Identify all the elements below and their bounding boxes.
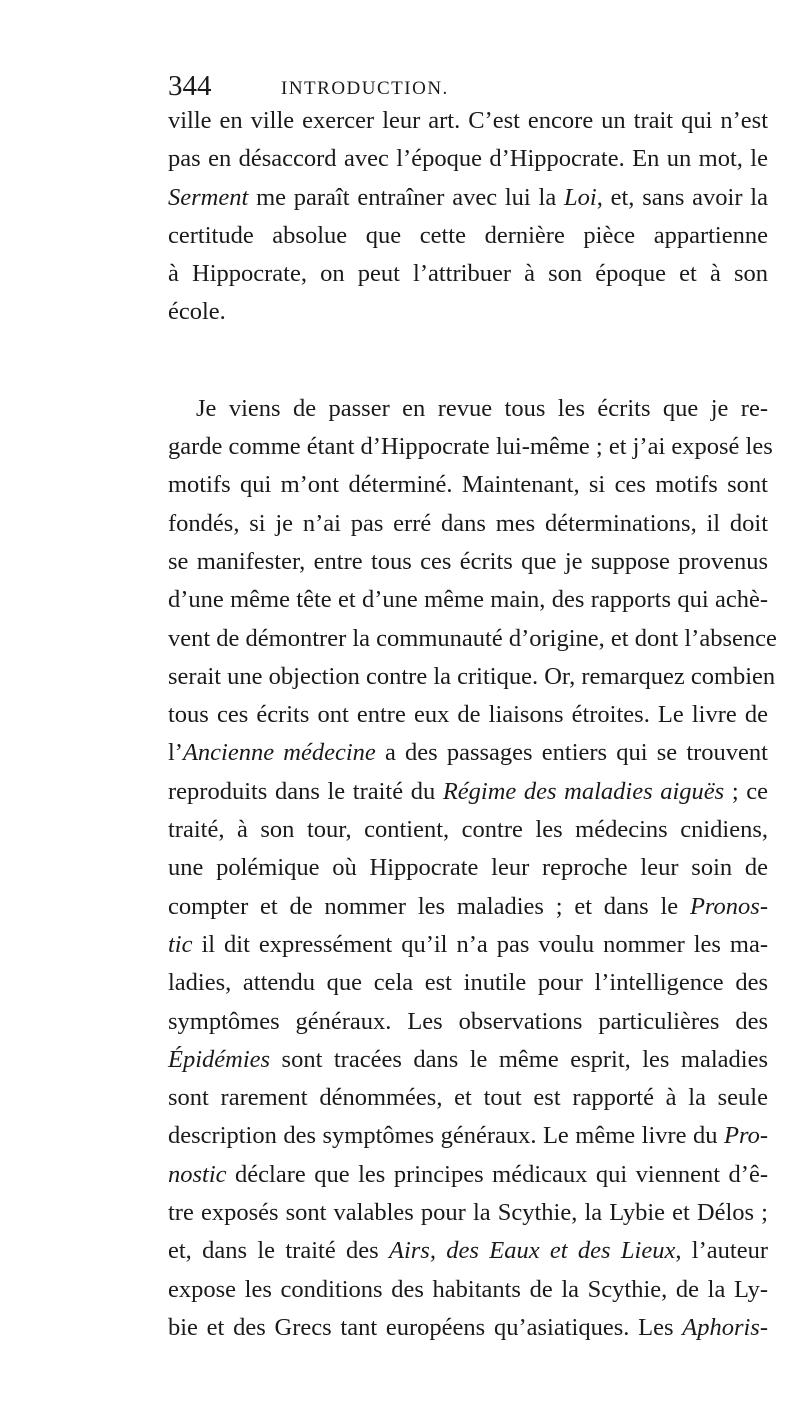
- text-line: [168, 140, 768, 178]
- text-segment: ladies, attendu que cela est inutile pour l’intelligence des: [168, 969, 768, 997]
- text-line: [168, 926, 768, 964]
- text-line: [168, 1271, 768, 1309]
- text-segment: école.: [168, 298, 226, 326]
- text-segment: ville en ville exercer leur art. C’est encore un trait qui n’est: [168, 107, 768, 134]
- text-segment: ; ce: [724, 777, 768, 805]
- text-segment: une polémique où Hippocrate leur reproche leur soin de: [168, 854, 768, 882]
- text-segment: expose les conditions des habitants de la Scythie, de la Ly-: [168, 1275, 768, 1303]
- text-segment: bie et des Grecs tant européens qu’asiatiques. Les: [168, 1313, 683, 1341]
- italic-title: nostic: [168, 1160, 227, 1188]
- text-segment: , et, sans avoir la: [596, 183, 768, 211]
- text-segment: pas en désaccord avec l’époque d’Hippocrate. En un mot, le: [168, 145, 768, 173]
- text-segment: à Hippocrate, on peut l’attribuer à son époque et à son: [168, 260, 768, 288]
- text-segment: sont rarement dénommées, et tout est rapporté à la seule: [168, 1084, 768, 1112]
- text-line: [168, 1079, 768, 1117]
- text-line: [168, 620, 777, 658]
- text-segment: description des symptômes généraux. Le même livre du: [168, 1122, 724, 1150]
- text-segment: serait une objection contre la critique. Or, remarquez combien: [168, 662, 776, 690]
- text-line: [168, 543, 768, 581]
- text-line: [168, 1232, 768, 1270]
- text-line: [168, 658, 776, 696]
- text-line: [168, 1003, 768, 1041]
- text-line: [168, 390, 768, 428]
- text-line: [168, 734, 768, 772]
- text-segment: , l’auteur: [675, 1237, 768, 1265]
- text-line: [168, 1309, 768, 1347]
- text-segment: déclare que les principes médicaux qui viennent d’ê-: [226, 1160, 768, 1188]
- text-segment: garde comme étant d’Hippocrate lui-même ; et j’ai exposé les: [168, 433, 773, 461]
- italic-title: Loi: [564, 183, 597, 211]
- text-segment: Je viens de passer en revue tous les écrits que je re-: [196, 394, 768, 422]
- running-title: INTRODUCTION.: [281, 78, 449, 99]
- italic-title: Serment: [168, 183, 249, 211]
- text-line: [168, 849, 768, 887]
- text-line: [168, 773, 768, 811]
- italic-title: Aphoris-: [682, 1313, 768, 1341]
- text-line: [168, 179, 768, 217]
- text-segment: reproduits dans le traité du: [168, 777, 443, 805]
- text-segment: traité, à son tour, contient, contre les médecins cnidiens,: [168, 816, 768, 844]
- italic-title: tic: [168, 930, 193, 958]
- body-text: [168, 102, 777, 1347]
- text-segment: vent de démontrer la communauté d’origine, et dont l’absence: [168, 624, 777, 652]
- text-line: [168, 255, 768, 293]
- text-segment: tre exposés sont valables pour la Scythie, la Lybie et Délos ;: [168, 1199, 768, 1227]
- text-line: [168, 811, 768, 849]
- page-header: [168, 66, 758, 106]
- text-segment: motifs qui m’ont déterminé. Maintenant, si ces motifs sont: [168, 471, 768, 499]
- text-segment: certitude absolue que cette dernière pièce appartienne: [168, 221, 768, 249]
- text-segment: sont tracées dans le même esprit, les maladies: [270, 1045, 768, 1073]
- italic-title: Régime des maladies aiguës: [442, 777, 725, 805]
- italic-title: Ancienne médecine: [182, 739, 376, 767]
- paragraph-gap: [168, 332, 768, 390]
- page-number: 344: [168, 70, 212, 102]
- text-line: [168, 505, 768, 543]
- italic-title: Épidémies: [168, 1045, 271, 1073]
- text-segment: tous ces écrits ont entre eux de liaisons étroites. Le livre de: [168, 701, 768, 729]
- text-line: [168, 888, 768, 926]
- text-line: [168, 696, 768, 734]
- text-line: [168, 1156, 768, 1194]
- text-segment: se manifester, entre tous ces écrits que je suppose provenus: [168, 547, 768, 575]
- text-line: [168, 102, 768, 140]
- text-line: [168, 428, 773, 466]
- text-segment: d’une même tête et d’une même main, des rapports qui achè-: [168, 586, 768, 614]
- text-segment: a des passages entiers qui se trouvent: [375, 739, 768, 767]
- text-line: [168, 1117, 768, 1155]
- text-segment: l’: [168, 739, 183, 767]
- text-line: [168, 217, 768, 255]
- italic-title: Pro-: [724, 1122, 768, 1150]
- italic-title: Airs, des Eaux et des Lieux: [389, 1237, 676, 1265]
- text-line: [168, 1194, 768, 1232]
- text-line: [168, 466, 768, 504]
- text-segment: il dit expressément qu’il n’a pas voulu nommer les ma-: [192, 930, 768, 958]
- italic-title: Pronos-: [689, 892, 768, 920]
- text-segment: et, dans le traité des: [168, 1237, 389, 1265]
- text-line: [168, 581, 768, 619]
- text-segment: me paraît entraîner avec lui la: [248, 183, 564, 211]
- text-segment: fondés, si je n’ai pas erré dans mes déterminations, il doit: [168, 509, 768, 537]
- text-line: [168, 1041, 768, 1079]
- text-segment: symptômes généraux. Les observations particulières des: [168, 1007, 768, 1035]
- text-line: [168, 964, 768, 1002]
- text-line: [168, 293, 768, 331]
- text-segment: compter et de nommer les maladies ; et dans le: [168, 892, 690, 920]
